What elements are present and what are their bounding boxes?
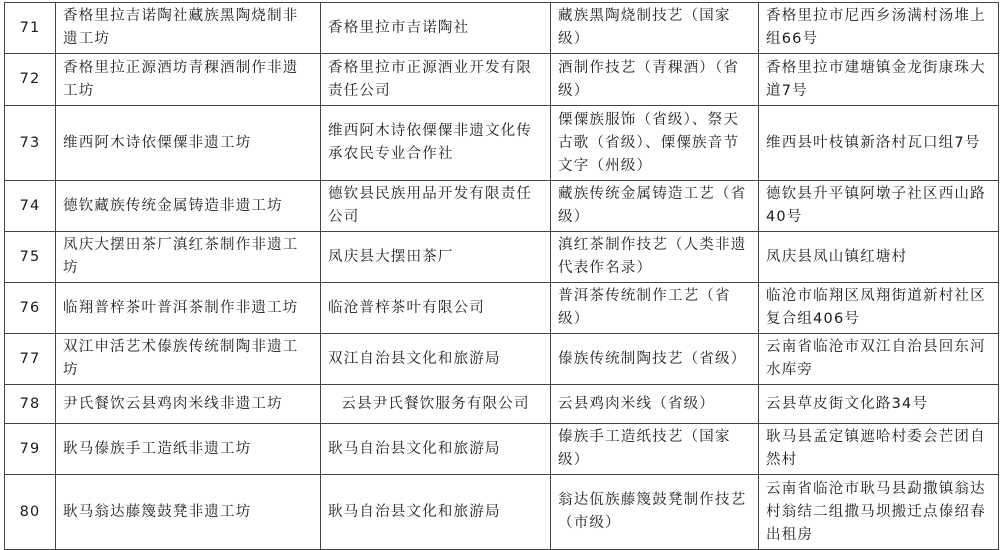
table-row [5, 232, 999, 283]
row-number: 79 [5, 424, 56, 475]
heritage-project: 藏族黑陶烧制技艺（国家级） [551, 3, 759, 54]
workshop-name: 凤庆大摆田茶厂滇红茶制作非遗工坊 [56, 232, 321, 283]
table-body [5, 3, 999, 550]
address: 云南省临沧市耿马县勐撒镇翁达村翁结二组撒马坝搬迁点傣绍春出租房 [759, 475, 999, 550]
workshop-name: 临翔普梓茶叶普洱茶制作非遗工坊 [56, 283, 321, 334]
row-number: 74 [5, 181, 56, 232]
workshop-name: 耿马傣族手工造纸非遗工坊 [56, 424, 321, 475]
row-number: 72 [5, 54, 56, 106]
heritage-project: 滇红茶制作技艺（人类非遗代表作名录） [551, 232, 759, 283]
row-number: 71 [5, 3, 56, 54]
table-row [5, 475, 999, 550]
table-row [5, 106, 999, 181]
workshop-name: 尹氏餐饮云县鸡肉米线非遗工坊 [56, 385, 321, 424]
address: 香格里拉市尼西乡汤满村汤堆上组66号 [759, 3, 999, 54]
heritage-project: 云县鸡肉米线（省级） [551, 385, 759, 424]
table-row [5, 3, 999, 54]
workshop-name: 香格里拉正源酒坊青稞酒制作非遗工坊 [56, 54, 321, 106]
organization: 香格里拉市吉诺陶社 [321, 3, 551, 54]
organization: 耿马自治县文化和旅游局 [321, 424, 551, 475]
table-row [5, 424, 999, 475]
row-number: 80 [5, 475, 56, 550]
organization: 德钦县民族用品开发有限责任公司 [321, 181, 551, 232]
heritage-project: 酒制作技艺（青稞酒）（省级） [551, 54, 759, 106]
heritage-project: 傣族传统制陶技艺（省级） [551, 334, 759, 385]
address: 凤庆县凤山镇红塘村 [759, 232, 999, 283]
table-row [5, 334, 999, 385]
table-row [5, 54, 999, 106]
organization: 维西阿木诗依傈僳非遗文化传承农民专业合作社 [321, 106, 551, 181]
address: 耿马县孟定镇遮哈村委会芒团自然村 [759, 424, 999, 475]
workshop-name: 耿马翁达藤篾鼓凳非遗工坊 [56, 475, 321, 550]
table-row [5, 181, 999, 232]
address: 云南省临沧市双江自治县回东河水库旁 [759, 334, 999, 385]
heritage-project: 藏族传统金属铸造工艺（省级） [551, 181, 759, 232]
heritage-project: 普洱茶传统制作工艺（省级） [551, 283, 759, 334]
address: 云县草皮街文化路34号 [759, 385, 999, 424]
row-number: 75 [5, 232, 56, 283]
address: 维西县叶枝镇新洛村瓦口组7号 [759, 106, 999, 181]
row-number: 76 [5, 283, 56, 334]
workshop-name: 香格里拉吉诺陶社藏族黑陶烧制非遗工坊 [56, 3, 321, 54]
row-number: 77 [5, 334, 56, 385]
organization: 云县尹氏餐饮服务有限公司 [321, 385, 551, 424]
heritage-project: 傣族手工造纸技艺（国家级） [551, 424, 759, 475]
organization: 临沧普梓茶叶有限公司 [321, 283, 551, 334]
address: 德钦县升平镇阿墩子社区西山路40号 [759, 181, 999, 232]
address: 香格里拉市建塘镇金龙街康珠大道7号 [759, 54, 999, 106]
heritage-project: 傈僳族服饰（省级）、祭天古歌（省级）、傈僳族音节文字（州级） [551, 106, 759, 181]
row-number: 73 [5, 106, 56, 181]
organization: 香格里拉市正源酒业开发有限责任公司 [321, 54, 551, 106]
workshop-name: 维西阿木诗依傈僳非遗工坊 [56, 106, 321, 181]
workshop-name: 德钦藏族传统金属铸造非遗工坊 [56, 181, 321, 232]
organization: 凤庆县大摆田茶厂 [321, 232, 551, 283]
row-number: 78 [5, 385, 56, 424]
workshop-table [4, 2, 999, 550]
heritage-project: 翁达佤族藤篾鼓凳制作技艺（市级） [551, 475, 759, 550]
table-row [5, 385, 999, 424]
organization: 双江自治县文化和旅游局 [321, 334, 551, 385]
table-row [5, 283, 999, 334]
address: 临沧市临翔区凤翔街道新村社区复合组406号 [759, 283, 999, 334]
workshop-name: 双江申活艺术傣族传统制陶非遗工坊 [56, 334, 321, 385]
organization: 耿马自治县文化和旅游局 [321, 475, 551, 550]
